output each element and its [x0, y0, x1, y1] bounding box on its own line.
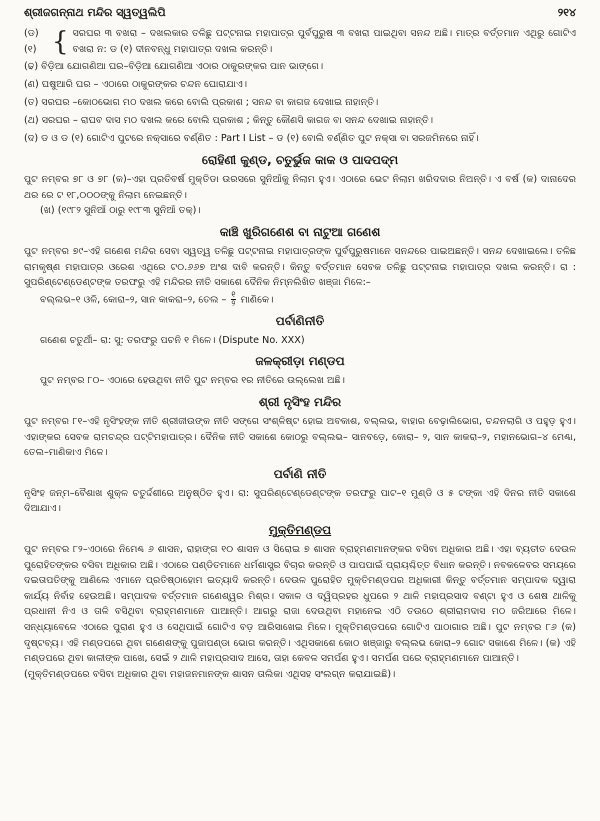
ration-text: ବଲ୍ଲଭ–୧ ଓଳି, କୋରା–୨, ସାନ କାକରା–୨, ତେଲ – — [40, 294, 227, 306]
section-heading: ଶ୍ରୀ ନୃସିଂହ ମନ୍ଦିର — [258, 395, 342, 410]
running-header — [24, 6, 576, 20]
section-heading: ରୋହିଣୀ କୁଣ୍ଡ, ଚତୁର୍ଭୁଜ କାକ ଓ ପାଦପଦ୍ମ — [201, 153, 399, 168]
section-heading: କାଞ୍ଚି ଖୁରିଗଣେଶ ବା ନାଟୁଆ ଗଣେଶ — [219, 224, 381, 239]
paragraph: ପୁଟ ନମ୍ବର ୮୦– ଏଠାରେ ହେଉଥିବା ନୀତି ପୁଟ ନମ୍ବର ୧ର ନୀତିରେ ଉଲ୍ଲେଖ ଅଛି। — [40, 375, 345, 387]
ration-end: ମାଣିକେ। — [240, 294, 274, 306]
paragraph: (ମୁକ୍ତିମଣ୍ଡପରେ ବସିବା ଅଧିକାର ଥିବା ମହାଜନମାନଙ୍କ ଶାସନ ତାଲିକା ଏଥିସହ ସଂଲଗ୍ନ କରାଯାଇଛି)। — [24, 668, 396, 680]
page-number: ୨୧୪ — [557, 6, 576, 19]
brace-label-2: (୧) — [24, 43, 37, 55]
brace-text: ସରଘର ୩ ବଖରା – ଦଖଲକାର ତଳିଛୁ ପଟ୍ଟନାଇ ମହାପାତ୍ର ପୁର୍ବପୁରୁଷ ୩ ବଖରା ପାଇଥିବା ସନନ୍ଦ ଅଛି। ମାତ୍ର ବର୍ତ୍ତମାନ ଏଥିରୁ ଗୋଟିଏ ବଖରା ନ: ଡ (୧) ଦୀନବନ୍ଧୁ ମହାପାତ୍ର ଦଖଲ କରନ୍ତି। — [72, 28, 576, 55]
paragraph: ପୁଟ ନମ୍ବର ୮୧–ଏହି ନୃସିଂହଙ୍କ ନୀତି ଶ୍ରୀଜୀଉଙ୍କ ନୀତି ସଙ୍ଗେ ସଂଶ୍ଳିଷ୍ଟ ହୋଇ ଅବକାଶ, ବଲ୍ଲଭ, ବାହାର ବେଢ଼ାଲିଭୋଗ, ଚନ୍ଦନଲାଗି ଓ ପହୁଡ଼ ହୁଏ। ଏହାଙ୍କର ସେବକ ରାମଚନ୍ଦ୍ର ପଟ୍ଟିମହାପାତ୍ର। ଦୈନିକ ନୀତି ସକାଶେ କୋଠରୁ ବଲ୍ଲଭ– ସାନବଡ଼େ, କୋରା– ୨, ସାନ କାକରା–୨, ମହାନଭୋଗ–୪ ମେଣ୍ଢା, ତେଲ–ମାଣିକାଏ ମିଳେ। — [24, 416, 576, 459]
list-item: (ଦ) ଡ ଓ ଡ (୧) ଗୋଟିଏ ପୁଟରେ ନକ୍ସାରେ ବର୍ଣ୍ଣିତ : Part I List – ଡ (୧) ବୋଲି ବର୍ଣ୍ଣିତ ପୁଟ ନକ୍ସା ବା ସରଜମିନରେ ନାହିଁ। — [24, 133, 479, 145]
paragraph: ପୁଟ ନମ୍ବର ୭୯–ଏହି ଗଣେଶ ମନ୍ଦିର ସେବା ସ୍ୱତ୍ୱ ତଳିଛୁ ପଟ୍ଟନାଇ ମହାପାତ୍ରଙ୍କ ପୁର୍ବପୁରୁଷମାନେ ସନନ୍ଦରେ ପାଇଅଛନ୍ତି। ସନନ୍ଦ ଦେଖାଇଲେ। ତଳିଛ ରାମକୃଷ୍ଣ ମହାପାତ୍ର ଓରେଶ ଏଥିରେ ଟ୦.୬୬୭ ଅଂଶ ଦାବି କରନ୍ତି। କିନ୍ତୁ ବର୍ତ୍ତମାନ ସେବକ ତଳିଛୁ ପଟ୍ଟନାଇ ମହାପାତ୍ର ଦଖଲ କରନ୍ତି। ରା : ସୁପରିଣ୍ଟେଣ୍ଡେଣ୍ଟଙ୍କ ତରଫରୁ ଏହି ମନ୍ଦିରର ନୀତି ସକାଶେ ଦୈନିକ ନିମ୍ନଲିଖିତ ଖଞ୍ଜା ମିଳେ:– — [24, 245, 576, 289]
curly-brace-icon: { — [52, 26, 69, 57]
paragraph: ନୃସିଂହ ଜନ୍ମ–ବୈଶାଖ ଶୁକ୍ଳ ଚତୁର୍ଦ୍ଦଶୀରେ ଅନୁଷ୍ଠିତ ହୁଏ। ରା: ସୁପରିଣ୍ଟେଣ୍ଡେଣ୍ଟଙ୍କ ତରଫରୁ ପାଟ–୧ ମୁଣ୍ଡି ଓ ୫ ଟଙ୍କା ଏହି ଦିନର ନୀତି ସକାଶେ ଦିଆଯାଏ। — [24, 487, 576, 515]
fraction-numerator: ୧ — [231, 289, 236, 299]
ration-line — [24, 291, 576, 308]
list-item: (ଢ) ବିଡ଼ିଆ ଯୋଗଣିଆ ଘର–ବିଡ଼ିଆ ଯୋଗଣିଆ ଏଠାର ଠାକୁରଙ୍କର ପାନ ଭାଙ୍ଗେ। — [24, 61, 324, 73]
paragraph: ଗଣେଶ ଚତୁର୍ଥୀ– ରା: ସୁ: ତରଫରୁ ପଚନି ୧ ମିଳେ। (Dispute No. XXX) — [40, 334, 305, 346]
brace-label-1: (ଡ) — [24, 28, 39, 39]
section-heading: ମୁକ୍ତିମଣ୍ଡପ — [268, 523, 332, 537]
paragraph: ପୁଟ ନମ୍ବର ୭୮ ଓ ୭୮ (କ)–ଏହା ପ୍ରତିବର୍ଷ ମୁକ୍ତିଡା ଉରସରେ ସୁନିଆଁକୁ ନିଲାମ ହୁଏ। ଏଠାରେ ଭେଟ ନିଲାମ ଖରିଦଦାର ନିଅନ୍ତି। ଏ ବର୍ଷ (କ) ଦାନାଦେର ଥର ରେ ଟ ୧୮,୦୦୦ଙ୍କୁ ନିଲାମ ନେଇଛନ୍ତି। — [24, 174, 576, 201]
paragraph: (ଖ) (୧୯୮୨ ସୁନିଆଁ ଠାରୁ ୧୯୮୩ ସୁନିଆଁ ତକ୍)। — [40, 205, 201, 217]
item-list — [24, 59, 576, 147]
list-item: (ଣ) ଘଷୁଆରି ଘର – ଏଠାରେ ଠାକୁରଙ୍କର ଚନ୍ଦନ ଘୋରାଯାଏ। — [24, 79, 248, 91]
list-item: (ତ) ସରଘର –କୋଠଭୋଗ ମଠ ଦଖଲ କରେ ବୋଲି ପ୍ରକାଶ ; ସନନ୍ଦ ବା କାଗଜ ଦେଖାଇ ନାହାନ୍ତି। — [24, 97, 379, 109]
running-title: ଶ୍ରୀଜଗନ୍ନାଥ ମନ୍ଦିର ସ୍ୱତ୍ୱଲିପି — [24, 6, 166, 19]
fraction-denominator: ୨ — [231, 298, 236, 308]
paragraph: ପୁଟ ନମ୍ବର ୮୨–ଏଠାରେ ନିମେଣ୍ଢ ୬ ଶାସନ, ରାହାଙ୍ଗ ୧୦ ଶାସନ ଓ ସିରୋଇ ୭ ଶାସନ ବ୍ରାହ୍ମଣମାନଙ୍କର ବସିବା ଅଧିକାର ଅଛି। ଏହା ବ୍ୟତୀତ ଦେଉଳ ପୁରୋହିତଙ୍କର ବସିବା ଅଧିକାର ଅଛି। ଏଠାରେ ପଣ୍ଡିତମାନେ ଧର୍ମଶାସ୍ତ୍ର ବିଚାର କରନ୍ତି ଓ ପାପପାଇଁ ପ୍ରାୟଶ୍ଚିତ୍ତ ବିଧାନ କରନ୍ତି। ନବକଳେବର ସମୟରେ ଦଇତାପତିଙ୍କୁ ଆଣିଲେ ଏମାନେ ପ୍ରତିଷ୍ଠାହୋମ ଇତ୍ୟାଦି କରନ୍ତି। ଦେଉଳ ପୁରୋହିତ ମୁକ୍ତିମଣ୍ଡପର ଅଧିକାରୀ କିନ୍ତୁ ବର୍ତ୍ତମାନ ସମ୍ପାଦକ ଦ୍ୱାରା କାର୍ଯ୍ୟ ନିର୍ବାହ ହେଉଅଛି। ସମ୍ପାଦକ ବର୍ତ୍ତମାନ ଗଣେଶ୍ୱର ମିଶ୍ର। ସକାଳ ଓ ଦ୍ୱିପ୍ରହର ଧୁପରେ ୨ ଥାଳି ମହାପ୍ରସାଦ ବଣ୍ଟା ହୁଏ ଓ ଶେଷ ଥାଳିକୁ ପ୍ରଧାନୀ ନିଏ ଓ ତାଳି ବସିଥିବା ବ୍ରାହ୍ମଣମାନେ ପାଆନ୍ତି। ଆଗରୁ ରାଜା ଦେଉଥିବା ମହାନେଇ ଏଠି ତଉଠେ ଶ୍ରୀରାମଦାସ ମଠ ଜରିଆରେ ମିଳେ। ସନ୍ଧ୍ୟାବେଳେ ଏଠାରେ ପୁରାଣ ହୁଏ ଓ ସେଥିପାଇଁ ଗୋଟିଏ ବଡ଼ ଆରିସାଖେଇ ମିଳେ। ମୁକ୍ତିମଣ୍ଡପରେ ଗୋଟିଏ ପାଠାଗାର ଅଛି। ପୁଟ ନମ୍ବର ୮୬ (କ) ଦୃଷ୍ଟବ୍ୟ। ଏହି ମଣ୍ଡପରେ ଥିବା ଗଣେଶଙ୍କୁ ପୁଜାପଣ୍ଡା ଭୋଗ କରନ୍ତି। ଏଥିସକାଶେ କୋଠ ଖଞ୍ଜାରୁ ବଲ୍ଲଭ କୋରା–୨ ଗୋଟ ସକାଶେ ମିଳେ। (କ) ଏହି ମଣ୍ଡପରେ ଥିବା କାଳୀଙ୍କ ପାଖେ, ସେଇଁ ୨ ଥାଳି ମହାପ୍ରସାଦ ଆସେ, ତାହା କେବଳ ସମର୍ପଣ ହୁଏ। ସମର୍ପଣ ପରେ ବ୍ରାହ୍ମଣମାନେ ପାଆନ୍ତି। — [24, 544, 576, 665]
fraction — [231, 291, 235, 308]
section-heading: ଜଳକ୍ରୀଡ଼ା ମଣ୍ଡପ — [255, 354, 345, 369]
brace-labels — [24, 26, 50, 57]
brace-entry — [24, 26, 576, 57]
list-item: (ଥ) ସରଘର – ରାଘବ ଦାସ ମଠ ଦଖଲ କରେ ବୋଲି ପ୍ରକାଶ ; କିନ୍ତୁ କୌଣସି କାଗଜ ବା ସନନ୍ଦ ଦେଖାଇ ନାହାନ୍ତି। — [24, 115, 434, 127]
section-heading: ପର୍ବାଣିନୀତି — [275, 313, 325, 328]
section-heading: ପର୍ବାଣି ନୀତି — [273, 466, 327, 481]
